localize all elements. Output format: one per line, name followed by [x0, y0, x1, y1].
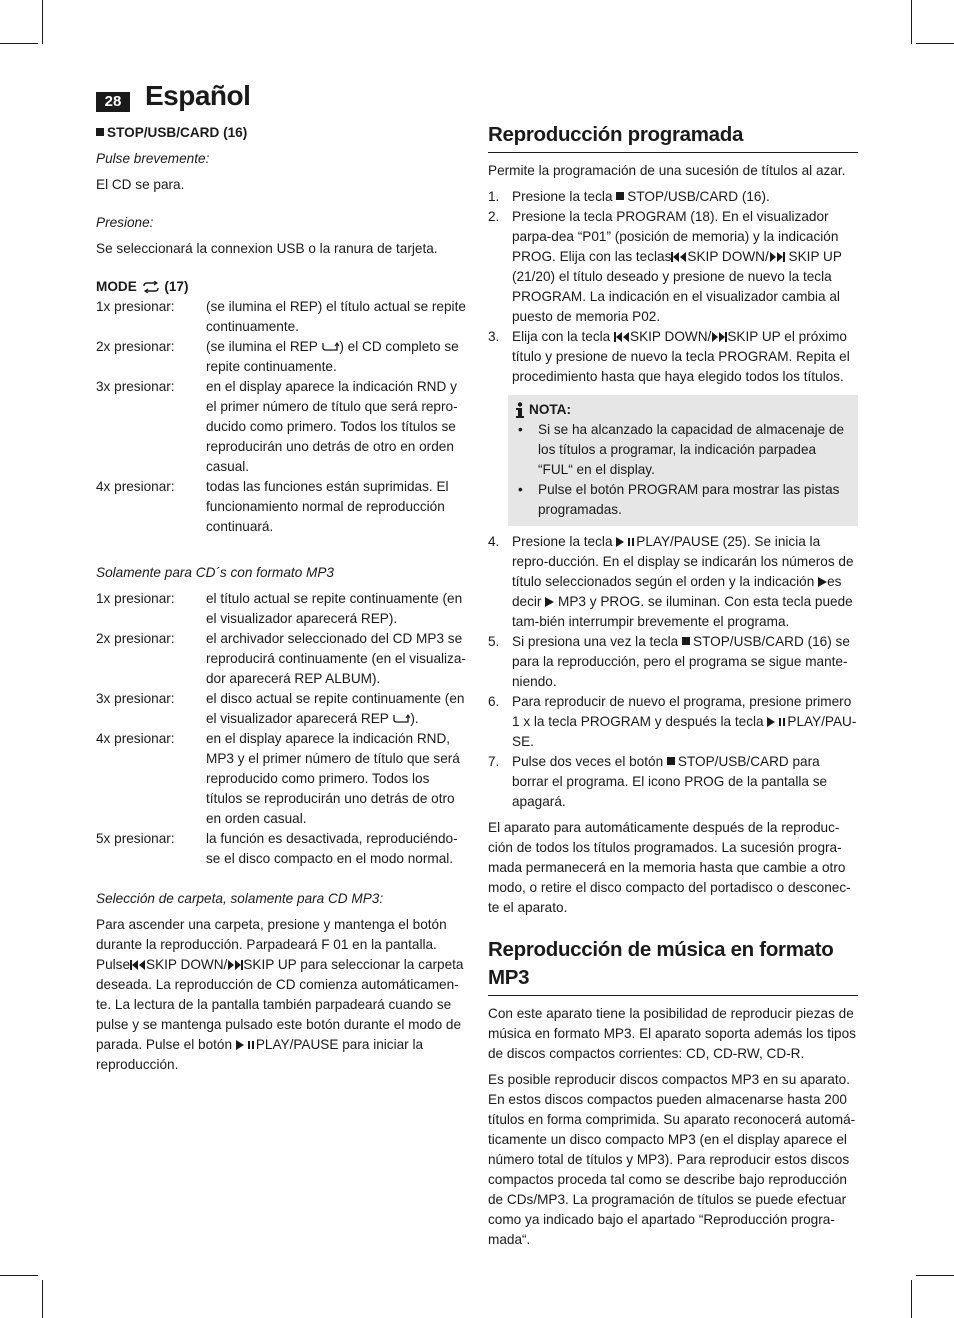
- stop-icon: [616, 192, 624, 200]
- play-icon: [545, 597, 554, 607]
- list-item: 4x presionar: en el display aparece la indicación RND, MP3 y el primer número de título que será reproducido como primero. Todos los títulos se reproducirán uno detrás de otro en orden casual.: [96, 731, 460, 826]
- note-item: • Pulse el botón PROGRAM para mostrar las pistas programadas.: [518, 482, 840, 517]
- play-pause-icon: [616, 537, 636, 547]
- cd-stops-text: El CD se para.: [96, 177, 185, 192]
- mp3-only-heading: Solamente para CD´s con formato MP3: [96, 565, 334, 580]
- list-item: 1. Presione la tecla STOP/USB/CARD (16).: [488, 189, 770, 204]
- program-steps: [488, 187, 858, 387]
- list-item: 6. Para reproducir de nuevo el programa, presione primero 1 x la tecla PROGRAM y después la tecla PLAY/PAU-SE.: [488, 694, 857, 749]
- list-item: 3x presionar: en el display aparece la indicación RND y el primer número de título que será repro-ducido como primero. Todos los títulos se reproducirán uno detrás de otro en orden casual.: [96, 379, 458, 474]
- note-heading: NOTA:: [514, 400, 852, 420]
- crop-mark: [911, 0, 912, 44]
- section-heading-programmed: Reproducción programada: [488, 121, 858, 153]
- skip-down-icon: [130, 960, 146, 970]
- mp3-mode-list: [96, 589, 466, 869]
- list-item: 1x presionar: el título actual se repite continuamente (en el visualizador aparecerá REP).: [96, 591, 463, 626]
- mp3-paragraph-1: Con este aparato tiene la posibilidad de reproducir piezas de música en formato MP3. El aparato soporta además los tipos de discos compactos corrientes: CD, CD-RW, CD-R.: [488, 1006, 856, 1061]
- list-item: 3x presionar: el disco actual se repite continuamente (en el visualizador aparecerá REP ).: [96, 691, 465, 726]
- info-icon: [514, 402, 526, 418]
- list-item: 5x presionar: la función es desactivada, reproduciéndo-se el disco compacto en el modo normal.: [96, 831, 458, 866]
- prog-outro: El aparato para automáticamente después de la reproduc-ción de todos los títulos programados. La sucesión progra-mada permanecerá en la memoria hasta que cambie a otro modo, o retire el disco compacto del portadisco o desconec-te el aparato.: [488, 820, 851, 915]
- program-steps-continued: [488, 532, 858, 812]
- crop-mark: [911, 1280, 912, 1318]
- repeat-icon: [392, 714, 410, 724]
- list-item: 4. Presione la tecla PLAY/PAUSE (25). Se inicia la repro-ducción. En el display se indicarán los números de título seleccionados según el orden y la indicación es decir MP3 y PROG. se iluminan. Con esta tecla puede tam-bién interrumpir brevemente el programa.: [488, 534, 854, 629]
- mode-list: [96, 297, 466, 537]
- prog-intro: Permite la programación de una sucesión de títulos al azar.: [488, 163, 846, 178]
- page-number: 28: [96, 92, 130, 112]
- skip-up-icon: [769, 252, 785, 262]
- repeat-icon: [321, 342, 339, 352]
- play-pause-icon: [767, 717, 787, 727]
- crop-mark: [42, 1280, 43, 1318]
- crop-mark: [0, 1275, 38, 1276]
- pulse-briefly: Pulse brevemente:: [96, 151, 210, 166]
- list-item: 5. Si presiona una vez la tecla STOP/USB/CARD (16) se para la reproducción, pero el programa se sigue mante-niendo.: [488, 634, 850, 689]
- stop-icon: [667, 757, 675, 765]
- folder-paragraph: Para ascender una carpeta, presione y mantenga el botón durante la reproducción. Parpadeará F 01 en la pantalla. Pulse SKIP DOWN/ SKIP UP para seleccionar la carpeta deseada. La reproducción de CD comienza automáticamen-te. La lectura de la pantalla también parpadeará cuando se pulse y se mantenga pulsado este botón durante el modo de parada. Pulse el botón PLAY/PAUSE para iniciar la reproducción.: [96, 917, 464, 1072]
- repeat-icon: [141, 281, 161, 293]
- list-item: 1x presionar: (se ilumina el REP) el título actual se repite continuamente.: [96, 299, 466, 334]
- skip-down-icon: [671, 252, 687, 262]
- stop-icon: [96, 128, 104, 136]
- list-item: 4x presionar: todas las funciones están suprimidas. El funcionamiento normal de reproducción continuará.: [96, 479, 449, 534]
- note-item: • Si se ha alcanzado la capacidad de almacenaje de los títulos a programar, la indicación parpadea “FUL“ en el display.: [518, 422, 845, 477]
- play-pause-icon: [236, 1040, 256, 1050]
- mode-heading: MODE (17): [96, 279, 189, 294]
- folder-heading: Selección de carpeta, solamente para CD MP3:: [96, 891, 384, 906]
- left-column: [96, 123, 466, 1075]
- section-heading-mp3: Reproducción de música en formato MP3: [488, 936, 858, 996]
- crop-mark: [42, 0, 43, 44]
- list-item: 2. Presione la tecla PROGRAM (18). En el visualizador parpa-dea “P01” (posición de memoria) y la indicación PROG. Elija con las teclas SKIP DOWN/ SKIP UP (21/20) el título deseado y presione de nuevo la tecla PROGRAM. La indicación en el visualizador cambia al puesto de memoria P02.: [488, 209, 842, 324]
- skip-down-icon: [614, 332, 630, 342]
- stop-icon: [682, 637, 690, 645]
- press-label: Presione:: [96, 215, 154, 230]
- list-item: 2x presionar: (se ilumina el REP ) el CD completo se repite continuamente.: [96, 339, 459, 374]
- right-column: [488, 121, 858, 1250]
- crop-mark: [916, 1275, 954, 1276]
- usb-selected-text: Se seleccionará la connexion USB o la ranura de tarjeta.: [96, 241, 438, 256]
- crop-mark: [0, 43, 38, 44]
- skip-up-icon: [227, 960, 243, 970]
- list-item: 3. Elija con la tecla SKIP DOWN/ SKIP UP el próximo título y presione de nuevo la tecla PROGRAM. Repita el procedimiento hasta que haya elegido todos los títulos.: [488, 329, 850, 384]
- stop-heading: STOP/USB/CARD (16): [96, 123, 466, 143]
- crop-mark: [916, 43, 954, 44]
- list-item: 7. Pulse dos veces el botón STOP/USB/CARD para borrar el programa. El icono PROG de la pantalla se apagará.: [488, 754, 828, 809]
- mp3-paragraph-2: Es posible reproducir discos compactos MP3 en su aparato. En estos discos compactos pueden almacenarse hasta 200 títulos en forma comprimida. Su aparato reconocerá automá-ticamente un disco compacto MP3 (en el display aparece el número total de títulos y MP3). Para reproducir estos discos compactos proceda tal como se describe bajo reproducción de CDs/MP3. La programación de títulos se puede efectuar como ya indicado bajo el apartado “Reproducción progra-mada“.: [488, 1072, 856, 1247]
- page-title: Español: [145, 80, 251, 111]
- skip-up-icon: [711, 332, 727, 342]
- list-item: 2x presionar: el archivador seleccionado del CD MP3 se reproducirá continuamente (en el visualiza-dor aparecerá REP ALBUM).: [96, 631, 466, 686]
- note-box: [508, 395, 858, 526]
- play-icon: [818, 577, 827, 587]
